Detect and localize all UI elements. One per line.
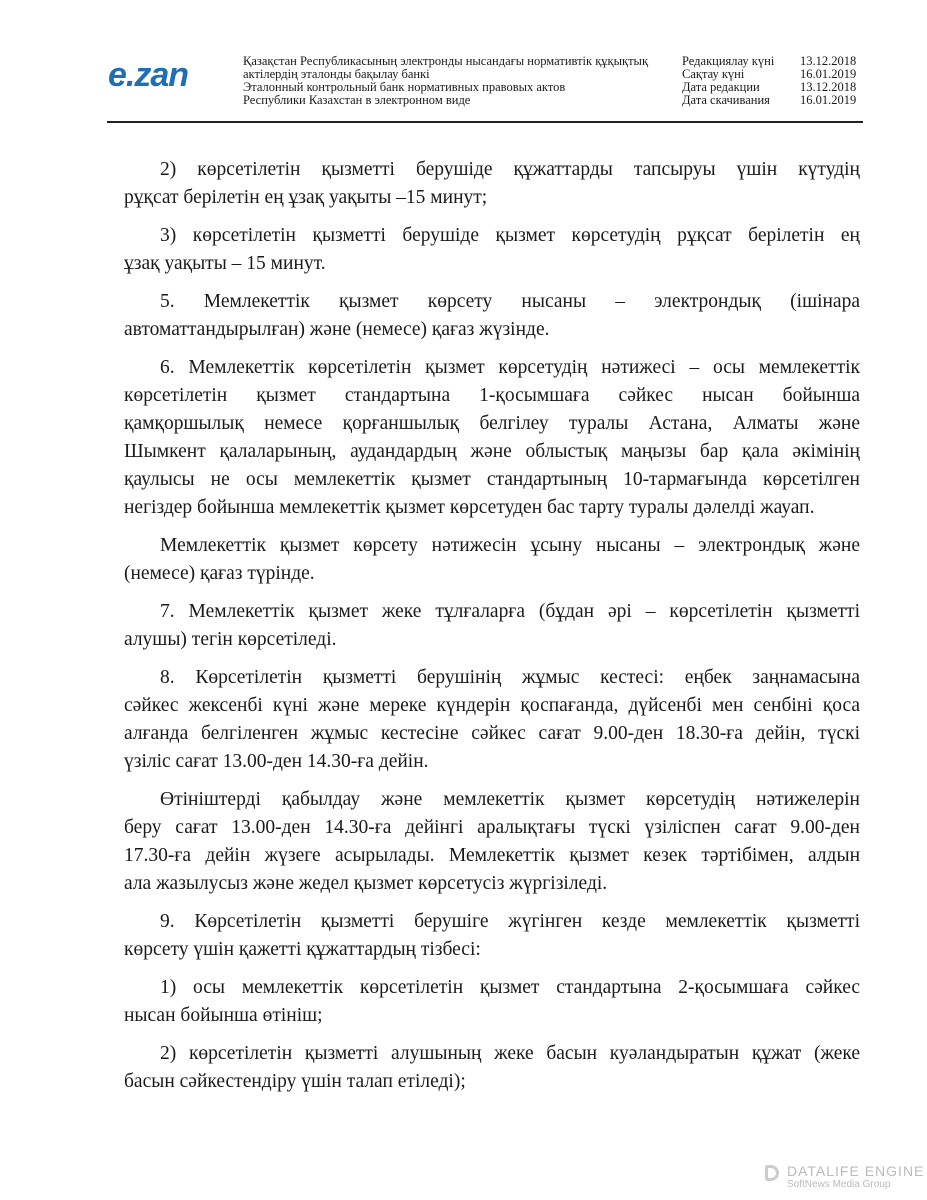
paragraph <box>124 532 860 588</box>
meta-value: 16.01.2019 <box>800 67 857 81</box>
text-line: 6. Мемлекеттік көрсетілетін қызмет көрсетудің нәтижесі – осы мемлекеттік <box>160 357 860 378</box>
meta-label: Дата скачивания <box>682 93 770 107</box>
text-line: 17.30-ға дейін жүзеге асырылады. Мемлекеттік қызмет кезек тәртібімен, алдын <box>124 845 860 866</box>
text-line: Мемлекеттік қызмет көрсету нәтижесін ұсыну нысаны – электрондық және <box>160 535 860 556</box>
document-body <box>124 156 860 1106</box>
text-line: 2) көрсетілетін қызметті алушының жеке басын куәландыратын құжат (жеке <box>160 1043 860 1064</box>
header-title-line: Қазақстан Республикасының электронды нысандағы нормативтік құқықтық <box>243 54 649 68</box>
paragraph <box>124 598 860 654</box>
paragraph <box>124 1040 860 1096</box>
header-title-line: актілердің эталонды бақылау банкі <box>243 67 430 81</box>
meta-label: Редакциялау күні <box>682 54 775 68</box>
text-line: 9. Көрсетілетін қызметті берушіге жүгінген кезде мемлекеттік қызметті <box>160 911 860 932</box>
text-line: нысан бойынша өтініш; <box>124 1005 323 1026</box>
text-line: басын сәйкестендіру үшін талап етіледі); <box>124 1071 466 1092</box>
meta-label: Дата редакции <box>682 80 760 94</box>
text-line: 3) көрсетілетін қызметті берушіде қызмет көрсетудің рұқсат берілетін ең <box>160 225 860 246</box>
paragraph <box>124 974 860 1030</box>
paragraph <box>124 156 860 212</box>
header-divider <box>107 121 863 123</box>
paragraph <box>124 664 860 776</box>
text-line: қамқоршылық немесе қорғаншылық белгілеу туралы Астана, Алматы және <box>124 413 860 434</box>
header-title-line: Эталонный контрольный банк нормативных правовых актов <box>243 80 566 94</box>
meta-value: 16.01.2019 <box>800 93 857 107</box>
text-line: қаулысы не осы мемлекеттік қызмет стандартының 10-тармағында көрсетілген <box>124 469 860 490</box>
text-line: автоматтандырылған) және (немесе) қағаз жүзінде. <box>124 319 550 340</box>
text-line: беру сағат 13.00-ден 14.30-ға дейінгі аралықтағы түскі үзіліспен сағат 9.00-ден <box>124 817 860 838</box>
paragraph <box>124 288 860 344</box>
text-line: үзіліс сағат 13.00-ден 14.30-ға дейін. <box>124 751 429 772</box>
datalife-logo-icon <box>765 1165 779 1181</box>
text-line: ала жазылусыз және жедел қызмет көрсетусіз жүргізіледі. <box>124 873 608 894</box>
header-title <box>243 55 648 107</box>
text-line: (немесе) қағаз түрінде. <box>124 563 315 584</box>
header-title-line: Республики Казахстан в электронном виде <box>243 93 471 107</box>
meta-value: 13.12.2018 <box>800 80 857 94</box>
text-line: 8. Көрсетілетін қызметті берушінің жұмыс кестесі: еңбек заңнамасына <box>160 667 860 688</box>
text-line: алушы) тегін көрсетіледі. <box>124 629 337 650</box>
ezan-logo: e.zan <box>108 56 189 94</box>
datalife-watermark <box>765 1163 924 1190</box>
text-line: көрсету үшін қажетті құжаттардың тізбесі: <box>124 939 481 960</box>
paragraph <box>124 354 860 522</box>
text-line: рұқсат берілетін ең ұзақ уақыты –15 минут; <box>124 187 488 208</box>
meta-row <box>682 94 856 107</box>
text-line: ұзақ уақыты – 15 минут. <box>124 253 326 274</box>
meta-value: 13.12.2018 <box>800 54 857 68</box>
meta-label: Сақтау күні <box>682 67 745 81</box>
paragraph <box>124 786 860 898</box>
text-line: алғанда белгіленген жұмыс кестесіне сәйкес сағат 9.00-ден 18.30-ға дейін, түскі <box>124 723 860 744</box>
paragraph <box>124 908 860 964</box>
text-line: көрсетілетін қызмет стандартына 1-қосымшаға сәйкес нысан бойынша <box>124 385 860 406</box>
text-line: Өтініштерді қабылдау және мемлекеттік қызмет көрсетудің нәтижелерін <box>160 789 860 810</box>
text-line: Шымкент қалаларының, аудандардың және облыстық маңызы бар қала әкімінің <box>124 441 860 462</box>
text-line: сәйкес жексенбі күні және мереке күндерін қоспағанда, дүйсенбі мен сенбіні қоса <box>124 695 860 716</box>
text-line: 5. Мемлекеттік қызмет көрсету нысаны – электрондық (ішінара <box>160 291 860 312</box>
header-meta <box>682 55 856 107</box>
text-line: негіздер бойынша мемлекеттік қызмет көрсетуден бас тарту туралы дәлелді жауап. <box>124 497 815 518</box>
text-line: 1) осы мемлекеттік көрсетілетін қызмет стандартына 2-қосымшаға сәйкес <box>160 977 860 998</box>
text-line: 2) көрсетілетін қызметті берушіде құжаттарды тапсыруы үшін күтудің <box>160 159 860 180</box>
paragraph <box>124 222 860 278</box>
text-line: 7. Мемлекеттік қызмет жеке тұлғаларға (бұдан әрі – көрсетілетін қызметті <box>160 601 860 622</box>
watermark-subtitle: SoftNews Media Group <box>787 1179 891 1190</box>
watermark-title: DATALIFE ENGINE <box>787 1163 925 1179</box>
